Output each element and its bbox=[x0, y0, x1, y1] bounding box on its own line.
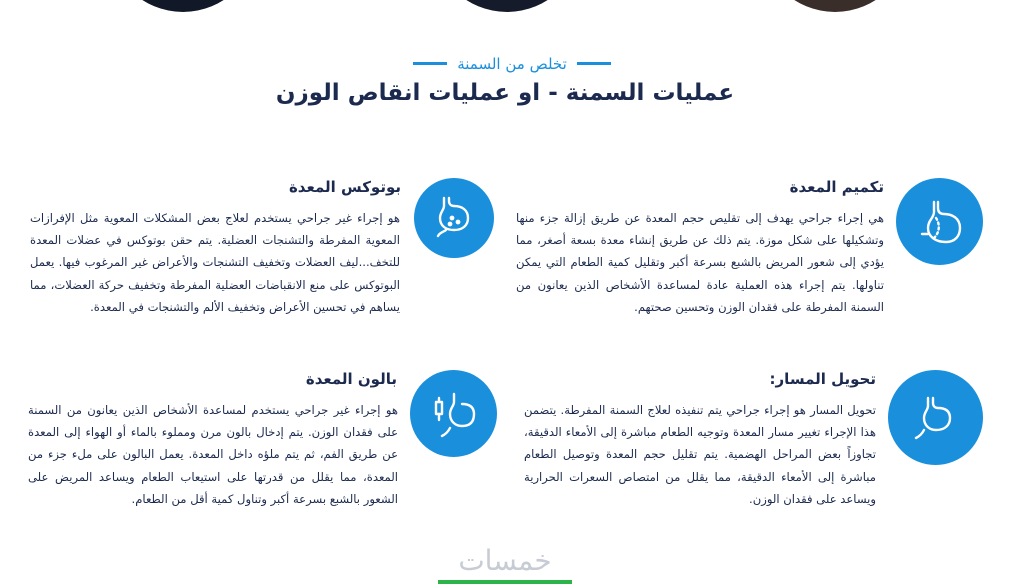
card-text: تحويل المسار هو إجراء جراحي يتم تنفيذه لعلاج السمنة المفرطة. يتضمن هذا الإجراء تغيير مسار المعدة وتوجيه الطعام مباشرة إلى الأمعاء الدقيقة، تجاوزاً بعض المراحل الهضمية. يتم تقليل حجم المعدة وتوصيل الطعام مباشرة إلى الأمعاء الدقيقة، مما يقلل من امتصاص السعرات الحرارية ويساعد على فقدان الوزن. bbox=[524, 403, 876, 506]
team-photo-circle bbox=[108, 0, 258, 12]
card-title: بوتوكس المعدة bbox=[288, 178, 401, 196]
card-title: بالون المعدة bbox=[305, 370, 397, 388]
eyebrow-text: تخلص من السمنة bbox=[457, 54, 567, 73]
site-logo[interactable]: خمسات bbox=[458, 544, 552, 577]
card-title: تكميم المعدة bbox=[789, 178, 884, 196]
section-title: عمليات السمنة - او عمليات انقاص الوزن bbox=[275, 80, 735, 106]
logo-underline bbox=[438, 580, 572, 584]
top-image-strip bbox=[0, 0, 1024, 14]
card-text: هو إجراء غير جراحي يستخدم لمساعدة الأشخاص الذين يعانون من السمنة على فقدان الوزن. يتم إدخال بالون مرن ومملوء بالماء أو الهواء إلى المعدة عن طريق الفم، ثم يتم ملؤه داخل المعدة. يعمل البالون على ملء جزء من المعدة، مما يقلل من قدرتها على استيعاب الطعام ويساعد المريض على الشعور بالشبع بسرعة أكبر وتناول كمية أقل من الطعام. bbox=[28, 403, 398, 506]
card-text: هي إجراء جراحي يهدف إلى تقليص حجم المعدة عن طريق إزالة جزء منها وتشكيلها على شكل موزة. يتم ذلك عن طريق إنشاء معدة بسعة أصغر، مما يؤدي إلى شعور المريض بالشبع بسرعة أكبر وتقليل كمية الطعام التي يمكن تناولها. يتم إجراء هذه العملية عادة لمساعدة الأشخاص الذين يعانون من السمنة المفرطة على فقدان الوزن وتحسين صحتهم. bbox=[516, 211, 884, 314]
eyebrow-line bbox=[577, 62, 611, 65]
team-photo-circle bbox=[432, 0, 582, 12]
eyebrow-line bbox=[413, 62, 447, 65]
gastric-bypass-icon bbox=[888, 370, 983, 465]
gastric-balloon-icon bbox=[410, 370, 497, 457]
section-eyebrow bbox=[0, 50, 1024, 73]
card-text: هو إجراء غير جراحي يستخدم لعلاج بعض المشكلات المعوية مثل الإفرازات المعوية المفرطة والتشنجات العضلية. يتم حقن بوتوكس في عضلات المعدة للتخف...ليف العضلات وتخفيف التشنجات والأعراض غير المرغوب فيها. يعمل البوتوكس على منع الانقباضات العضلية المفرطة وتخفيف حركة العضلات، مما يساهم في تحسين الأعراض وتخفيف الألم والتشنجات في المعدة. bbox=[30, 211, 400, 314]
card-title: تحويل المسار: bbox=[769, 370, 876, 388]
stomach-injection-icon bbox=[414, 178, 494, 258]
sleeve-stomach-icon bbox=[896, 178, 983, 265]
team-photo-circle bbox=[760, 0, 910, 12]
